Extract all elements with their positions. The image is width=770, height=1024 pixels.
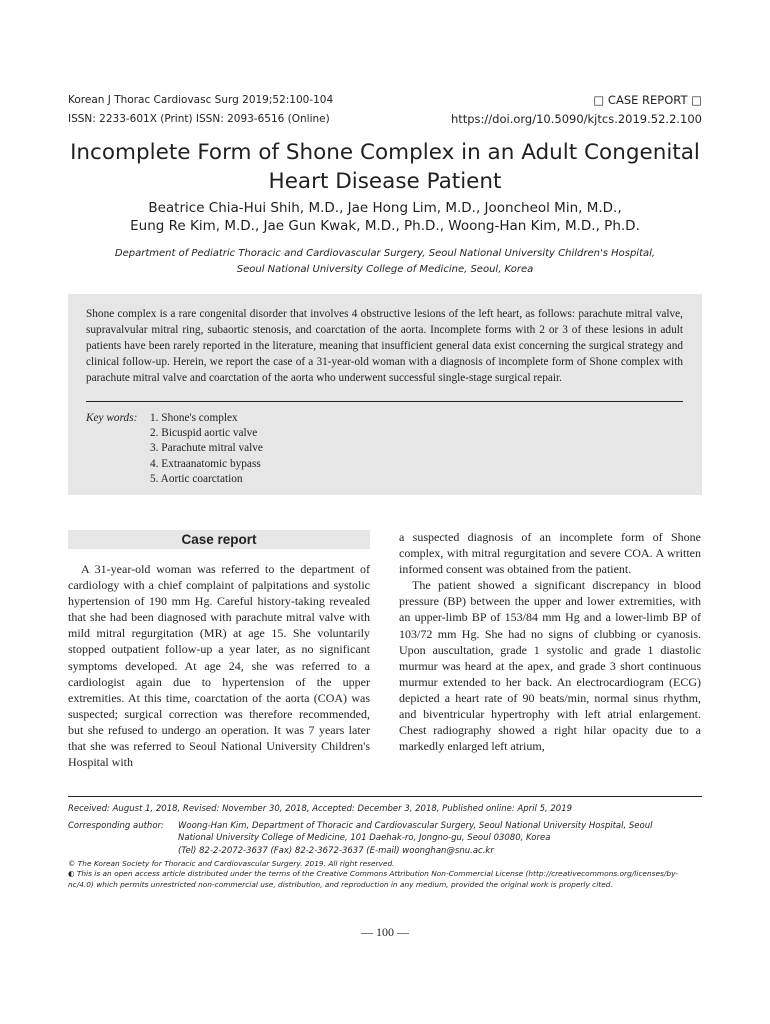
abstract-divider [86,401,683,402]
title-line: Heart Disease Patient [268,169,502,194]
keyword-item: 3. Parachute mitral valve [150,442,263,455]
license-notice [68,869,702,891]
section-heading: Case report [68,530,370,549]
corresponding-details [178,820,702,857]
article-title [60,138,710,196]
title-line: Incomplete Form of Shone Complex in an Adult Congenital [70,140,700,165]
footnote-divider [68,796,702,797]
affiliation-line: Seoul National University College of Medicine, Seoul, Korea [236,264,534,275]
article-type: □ CASE REPORT □ [593,93,702,107]
keyword-item: 2. Bicuspid aortic valve [150,427,258,440]
license-text: This is an open access article distributed under the terms of the Creative Commons Attribution Non-Commercial License (http://creativecommons.org/licenses/by-nc/4.0) which permits unrestricted non-commercial use, distribution, and reproduction in any medium, provided the original work is properly cited. [68,869,678,889]
cc-icon: ◐ [68,869,75,878]
right-column [399,529,701,754]
page-number: — 100 — [361,925,409,939]
affiliation [60,246,710,278]
author-list [60,199,710,235]
left-column [68,561,370,770]
keyword-item: 4. Extraanatomic bypass [150,457,261,470]
issn-line: ISSN: 2233-601X (Print) ISSN: 2093-6516 (Online) [68,113,330,125]
author-line: Eung Re Kim, M.D., Jae Gun Kwak, M.D., Ph.D., Woong-Han Kim, M.D., Ph.D. [130,218,640,234]
corresponding-line: (Tel) 82-2-2072-3637 (Fax) 82-2-3672-3637 (E-mail) woonghan@snu.ac.kr [178,845,494,856]
keywords-list [150,411,263,487]
keyword-item: 5. Aortic coarctation [150,472,243,485]
doi-link[interactable]: https://doi.org/10.5090/kjtcs.2019.52.2.100 [450,112,702,126]
copyright-notice: © The Korean Society for Thoracic and Cardiovascular Surgery. 2019. All right reserved. [68,859,395,868]
abstract-text: Shone complex is a rare congenital disorder that involves 4 obstructive lesions of the left heart, as follows: parachute mitral valve, supravalvular mitral ring, subaortic stenosis, and coarctation of the aorta. Incomplete forms with 2 or 3 of these lesions in adult patients have been rarely reported in the literature, meaning that insufficient general data exist concerning the surgical strategy and clinical follow-up. Herein, we report the case of a 31-year-old woman with a diagnosis of incomplete form of Shone complex with parachute mitral valve and coarctation of the aorta who underwent successful single-stage surgical repair. [86,308,683,384]
journal-citation: Korean J Thorac Cardiovasc Surg 2019;52:100-104 [68,94,334,106]
received-dates: Received: August 1, 2018, Revised: November 30, 2018, Accepted: December 3, 2018, Published online: April 5, 2019 [68,804,573,814]
corresponding-line: Woong-Han Kim, Department of Thoracic and Cardiovascular Surgery, Seoul National University Hospital, Seoul [178,821,653,831]
affiliation-line: Department of Pediatric Thoracic and Cardiovascular Surgery, Seoul National University Children's Hospital, [114,248,656,259]
body-paragraph: a suspected diagnosis of an incomplete form of Shone complex, with mitral regurgitation and severe COA. A written informed consent was obtained from the patient. [399,530,701,577]
corresponding-label: Corresponding author: [68,821,164,831]
body-paragraph: The patient showed a significant discrepancy in blood pressure (BP) between the upper and lower extremities, with an upper-limb BP of 153/84 mm Hg and a lower-limb BP of 103/72 mm Hg. She had no signs of clubbing or cyanosis. Upon auscultation, grade 1 systolic and grade 1 diastolic murmur was heard at the apex, and grade 3 short continuous murmur extended to her back. An electrocardiogram (ECG) depicted a heart rate of 90 beats/min, normal sinus rhythm, and biventricular hypertrophy with left atrial enlargement. Chest radiography showed a right hilar opacity due to a markedly enlarged left atrium, [399,578,701,754]
keyword-item: 1. Shone's complex [150,412,238,424]
keywords-label: Key words: [86,412,138,424]
corresponding-line: National University College of Medicine, 101 Daehak-ro, Jongno-gu, Seoul 03080, Korea [178,833,551,844]
author-line: Beatrice Chia-Hui Shih, M.D., Jae Hong Lim, M.D., Jooncheol Min, M.D., [148,200,622,216]
body-paragraph: A 31-year-old woman was referred to the department of cardiology with a chief complaint of palpitations and systolic hypertension of 190 mm Hg. Careful history-taking revealed that she had been diagnosed with parachute mitral valve with mild mitral regurgitation (MR) at age 15. She voluntarily stopped outpatient follow-up a year later, as no significant symptoms developed. At age 24, she was referred to a cardiologist again due to hypertension of the upper extremities. At this time, coarctation of the aorta (COA) was suspected; surgical correction was therefore recommended, but she refused to undergo an operation. It was 7 years later that she was referred to Seoul National University Children's Hospital with [68,562,370,770]
